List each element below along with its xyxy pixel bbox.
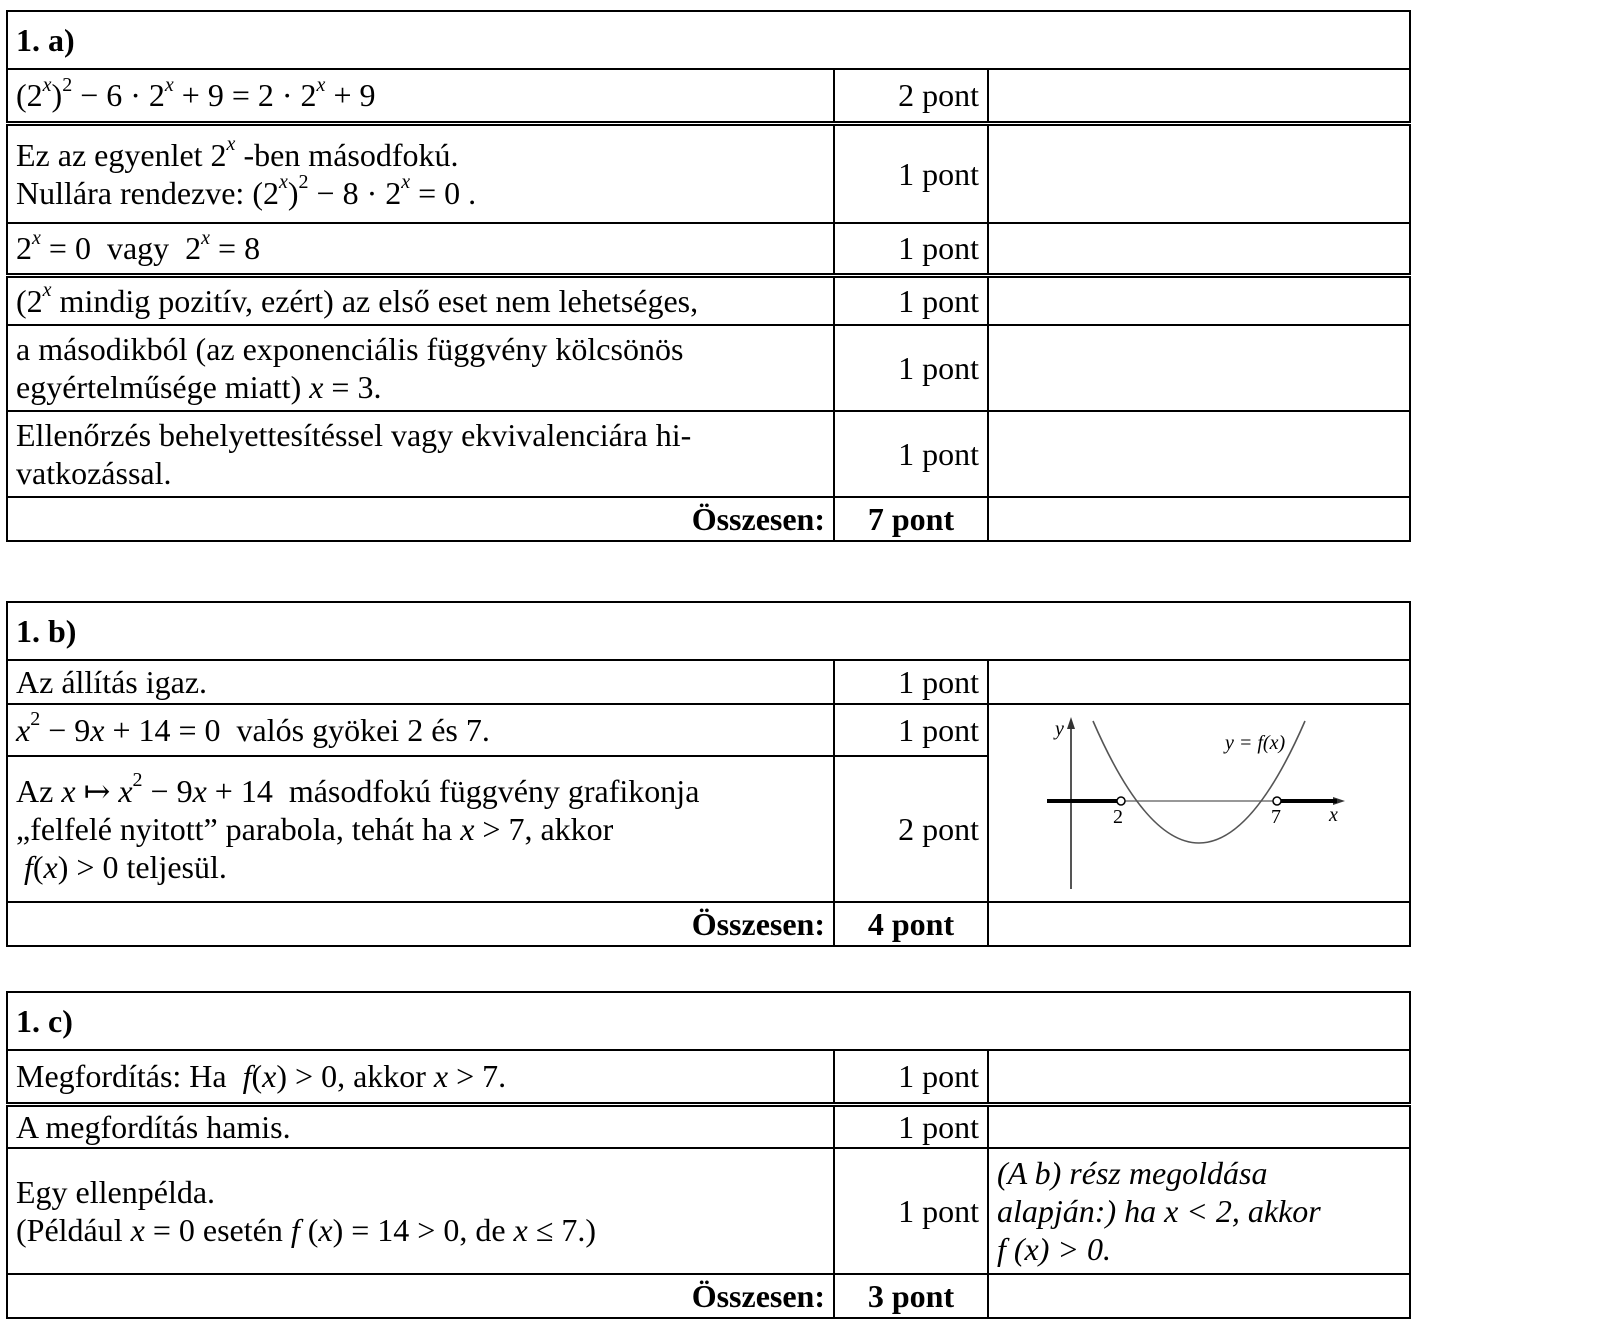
row-text: akkor [540, 811, 614, 847]
root-marker-7 [1273, 797, 1281, 805]
row-text: vagy [106, 230, 170, 267]
table-row [7, 1148, 1410, 1274]
y-axis-label: y [1055, 718, 1064, 740]
points-cell: 1 pont [834, 1148, 988, 1274]
note-cell [988, 223, 1410, 275]
points-cell: 2 pont [834, 756, 988, 902]
parabola-graph [989, 707, 1407, 899]
root-label-7: 7 [1271, 806, 1281, 828]
table-row [7, 69, 1410, 123]
note-cell [988, 69, 1410, 123]
note-cell [988, 1050, 1410, 1104]
row-text: mindig pozitív, ezért) az első eset nem lehetséges, [59, 282, 699, 319]
note-text: (A b) rész megoldása [997, 1155, 1268, 1191]
row-text: esetén [202, 1212, 283, 1248]
points-cell: 1 pont [834, 275, 988, 325]
row-text: Egy ellenpélda. [16, 1174, 216, 1210]
text-cell: $x^2 - 9x + 14 = 0$ valós gyökei 2 és 7. [7, 704, 834, 756]
total-label: Összesen: [7, 902, 834, 946]
row-text: Megfordítás: Ha [16, 1058, 227, 1095]
points-cell: 1 pont [834, 223, 988, 275]
score-table-1a [6, 10, 1411, 542]
note-cell [988, 497, 1410, 541]
root-marker-2 [1117, 797, 1125, 805]
note-cell [988, 411, 1410, 497]
points-cell: 1 pont [834, 704, 988, 756]
points-cell: 1 pont [834, 411, 988, 497]
note-cell [988, 1104, 1410, 1148]
equation-row-1a-1: $(2^x)^2 - 6 \cdot 2^x + 9 = 2 \cdot 2^x + 9$ [7, 69, 834, 123]
total-points: 4 pont [834, 902, 988, 946]
row-text: Ez az egyenlet [16, 136, 203, 173]
note-cell [988, 1148, 1410, 1274]
points-cell: 1 pont [834, 325, 988, 411]
note-text: alapján:) ha x < 2, akkor [997, 1193, 1321, 1229]
score-table-1b [6, 601, 1411, 947]
table-row [7, 704, 1410, 756]
note-cell [988, 1274, 1410, 1318]
total-label: Összesen: [7, 1274, 834, 1318]
table-row [7, 123, 1410, 223]
table-row [7, 1050, 1410, 1104]
total-label: Összesen: [7, 497, 834, 541]
total-row [7, 1274, 1410, 1318]
table-row [7, 411, 1410, 497]
score-table-1c [6, 991, 1411, 1319]
row-text: másodfokú függvény grafikonja [288, 773, 700, 809]
text-cell: Ez az egyenlet 2$^x$ -ben másodfokú. Nullára rendezve: $(2^x)^2 - 8 \cdot 2^x = 0$ . [7, 123, 834, 223]
parabola-graph-cell [988, 704, 1410, 902]
row-text: (Például [16, 1212, 123, 1248]
table-row [7, 325, 1410, 411]
text-cell: Az x ↦ $x^2 - 9x + 14$ másodfokú függvény grafikonja „felfelé nyitott” parabola, tehát ha x > 7, akkor f(x) > 0 teljesül. [7, 756, 834, 902]
points-cell: 1 pont [834, 660, 988, 704]
section-heading-1c: 1. c) [7, 992, 1410, 1050]
row-text: Nullára rendezve: [16, 174, 245, 211]
text-cell: A megfordítás hamis. [7, 1104, 834, 1148]
note-cell [988, 325, 1410, 411]
section-heading-1b: 1. b) [7, 602, 1410, 660]
note-cell [988, 902, 1410, 946]
row-text: akkor [353, 1058, 426, 1095]
function-label: y = f(x) [1225, 732, 1286, 754]
row-text: „felfelé nyitott” parabola, tehát ha [16, 811, 453, 847]
row-text: de [475, 1212, 506, 1248]
points-cell: 1 pont [834, 123, 988, 223]
note-cell [988, 660, 1410, 704]
points-cell: 1 pont [834, 1050, 988, 1104]
text-cell: Egy ellenpélda. (Például x = 0 esetén f (x) = 14 > 0, de x ≤ 7.) [7, 1148, 834, 1274]
row-text: egyértelműsége miatt) [16, 369, 302, 405]
note-text: f (x) > 0. [997, 1231, 1111, 1267]
text-cell: $2^x = 0$ vagy $2^x = 8$ [7, 223, 834, 275]
row-text: vatkozással. [16, 455, 172, 491]
points-cell: 2 pont [834, 69, 988, 123]
x-axis-label: x [1329, 804, 1338, 826]
table-row [7, 1104, 1410, 1148]
text-cell: Az állítás igaz. [7, 660, 834, 704]
y-axis-arrow [1067, 717, 1075, 729]
row-text: -ben másodfokú. [243, 136, 459, 173]
text-cell: Megfordítás: Ha f(x) > 0, akkor x > 7. [7, 1050, 834, 1104]
section-heading-1a: 1. a) [7, 11, 1410, 69]
row-text: teljesül. [126, 849, 227, 885]
row-text: valós gyökei 2 és 7. [236, 712, 490, 748]
row-text: a másodikból (az exponenciális függvény kölcsönös [16, 331, 684, 367]
root-label-2: 2 [1113, 806, 1123, 828]
text-cell [7, 411, 834, 497]
table-row [7, 223, 1410, 275]
points-cell: 1 pont [834, 1104, 988, 1148]
row-text: Ellenőrzés behelyettesítéssel vagy ekvivalenciára hi- [16, 417, 692, 453]
table-row [7, 275, 1410, 325]
text-cell: (2$^x$ mindig pozitív, ezért) az első eset nem lehetséges, [7, 275, 834, 325]
total-points: 3 pont [834, 1274, 988, 1318]
row-text: Az [16, 773, 54, 809]
text-cell: a másodikból (az exponenciális függvény kölcsönös egyértelműsége miatt) x = 3. [7, 325, 834, 411]
table-row [7, 660, 1410, 704]
total-row [7, 497, 1410, 541]
note-cell [988, 275, 1410, 325]
total-points: 7 pont [834, 497, 988, 541]
note-cell [988, 123, 1410, 223]
total-row [7, 902, 1410, 946]
